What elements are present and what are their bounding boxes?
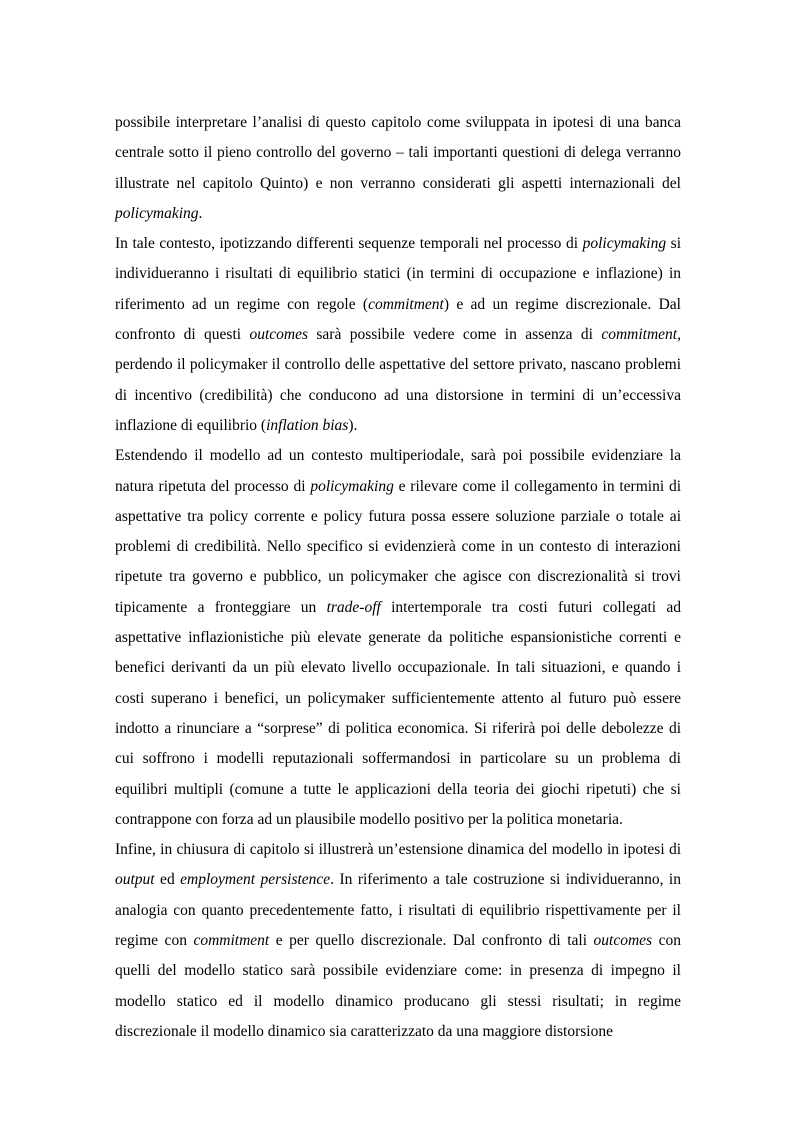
text-run: ) e ad un regime discrezionale. Dal confronto di questi: [115, 295, 681, 344]
text-run: e rilevare come il collegamento in termini di aspettative tra policy corrente e policy futura possa essere soluzione parziale o totale ai problemi di credibilità. Nello specifico si evidenzierà come in un contesto di interazioni ripetute tra governo e pubblico, un policymaker che agisce con discrezionalità si trovi tipicamente a fronteggiare un: [115, 477, 681, 616]
paragraph-3: [115, 441, 681, 835]
italic-term: policymaking: [310, 477, 394, 495]
text-run: Estendendo il modello ad un contesto multiperiodale, sarà poi possibile evidenziare la natura ripetuta del processo di: [115, 447, 681, 495]
italic-term: outcomes: [249, 326, 308, 344]
text-run: con quelli del modello statico sarà possibile evidenziare come: in presenza di impegno il modello statico ed il modello dinamico producano gli stessi risultati; in regime discrezionale il modello dinamico sia caratterizzato da una maggiore distorsione: [115, 932, 681, 1040]
italic-term: output: [115, 871, 155, 889]
page-body: [115, 108, 681, 1047]
text-run: ed: [154, 871, 181, 889]
italic-term: commitment: [601, 326, 678, 344]
italic-term: commitment: [368, 295, 444, 313]
text-run: e per quello discrezionale. Dal confronto di tali: [269, 932, 594, 950]
text-run: .: [198, 204, 203, 222]
italic-term: outcomes: [593, 932, 653, 950]
text-run: possibile interpretare l’analisi di questo capitolo come sviluppata in ipotesi di una banca centrale sotto il pieno controllo del governo – tali importanti questioni di delega verranno illustrate nel capitolo Quinto) e non verranno considerati gli aspetti internazionali del: [115, 114, 681, 192]
italic-term: employment persistence: [180, 871, 331, 889]
paragraph-4: [115, 835, 681, 1047]
paragraph-2: [115, 229, 681, 441]
italic-term: policymaking: [582, 235, 667, 253]
text-run: . In riferimento a tale costruzione si individueranno, in analogia con quanto precedentemente fatto, i risultati di equilibrio rispettivamente per il regime con: [115, 871, 681, 950]
text-run: , perdendo il policymaker il controllo delle aspettative del settore privato, nascano problemi di incentivo (credibilità) che conducono ad una distorsione in termini di un’eccessiva inflazione di equilibrio (: [115, 326, 681, 434]
paragraph-1: [115, 108, 681, 229]
text-run: si individueranno i risultati di equilibrio statici (in termini di occupazione e inflazione) in riferimento ad un regime con regole (: [115, 235, 681, 313]
italic-term: policymaking: [115, 204, 199, 222]
text-run: In tale contesto, ipotizzando differenti sequenze temporali nel processo di: [115, 235, 583, 253]
text-run: intertemporale tra costi futuri collegati ad aspettative inflazionistiche più elevate generate da politiche espansionistiche correnti e benefici derivanti da un più elevato livello occupazionale. In tali situazioni, e quando i costi superano i benefici, un policymaker sufficientemente attento al futuro può essere indotto a rinunciare a “sorprese” di politica economica. Si riferirà poi delle debolezze di cui soffrono i modelli reputazionali soffermandosi in particolare su un problema di equilibri multipli (comune a tutte le applicazioni della teoria dei giochi ripetuti) che si contrappone con forza ad un plausibile modello positivo per la politica monetaria.: [115, 598, 681, 828]
text-run: Infine, in chiusura di capitolo si illustrerà un’estensione dinamica del modello in ipotesi di: [115, 841, 681, 859]
italic-term: commitment: [193, 932, 270, 950]
italic-term: trade-off: [326, 598, 381, 616]
text-run: ).: [348, 416, 358, 434]
italic-term: inflation bias: [266, 416, 349, 434]
text-run: sarà possibile vedere come in assenza di: [308, 326, 602, 344]
